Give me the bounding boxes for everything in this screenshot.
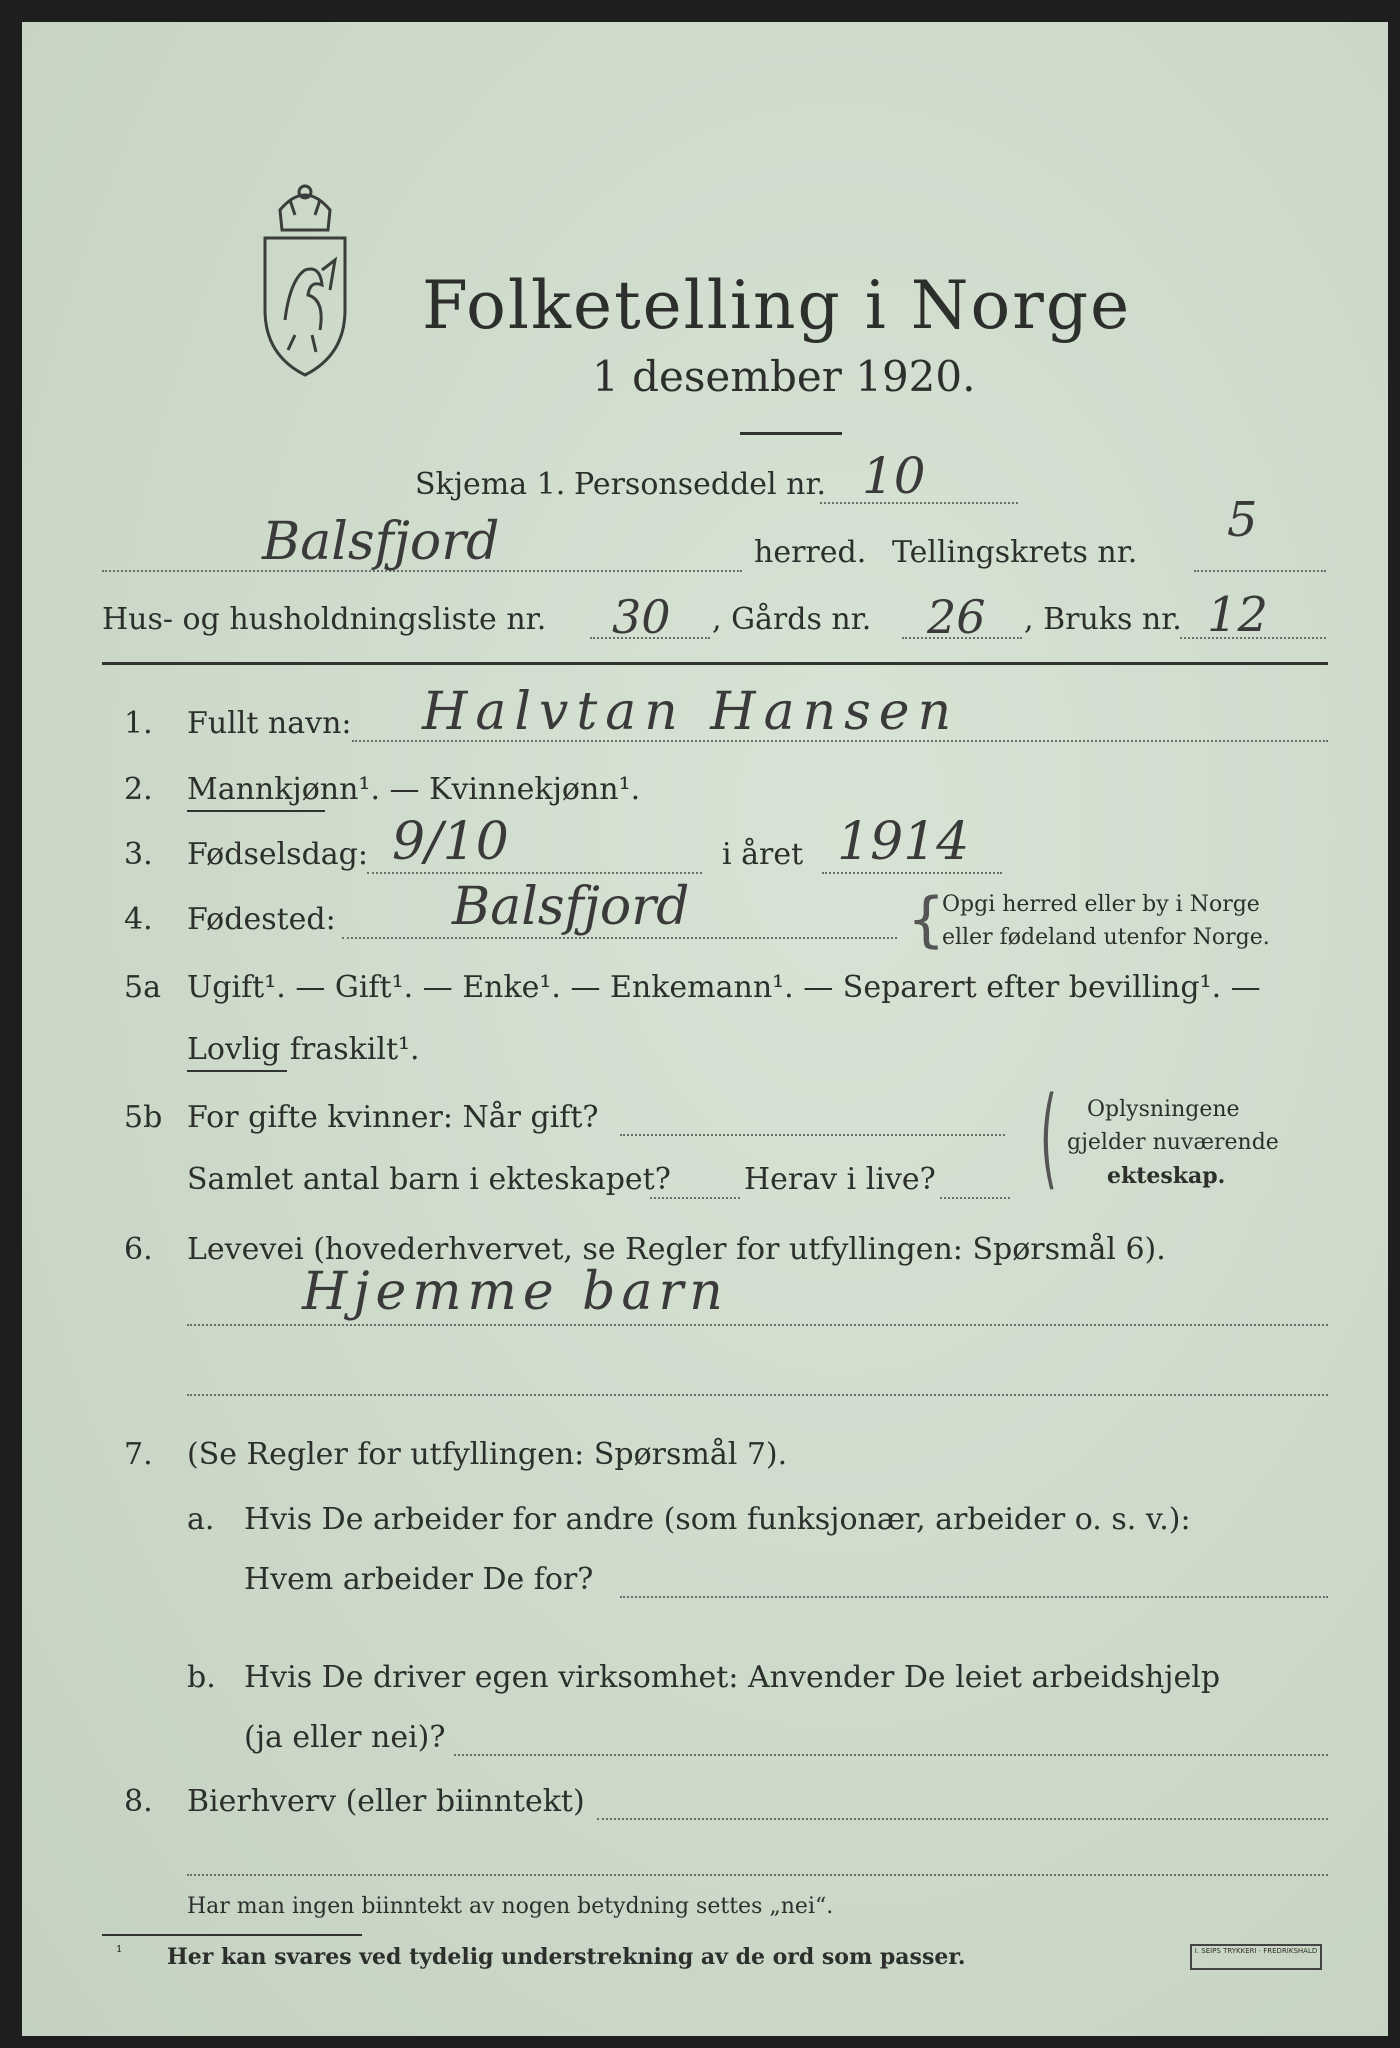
q3-label: Fødselsdag: [187, 837, 368, 872]
q1-full-name-value[interactable]: Halvtan Hansen [422, 682, 960, 742]
q7b-answer-line[interactable] [454, 1754, 1328, 1756]
bruks-value[interactable]: 12 [1207, 587, 1269, 643]
herred-value[interactable]: Balsfjord [262, 512, 500, 572]
q5b-children-label: Samlet antal barn i ekteskapet? [187, 1162, 671, 1197]
bruks-label: , Bruks nr. [1024, 602, 1182, 637]
q5b-alive-label: Herav i live? [744, 1162, 936, 1197]
header-rule [102, 662, 1328, 665]
q8-answer-line[interactable] [597, 1818, 1328, 1820]
husliste-label: Hus- og husholdningsliste nr. [102, 602, 547, 637]
q6-label: Levevei (hovederhvervet, se Regler for utfyllingen: Spørsmål 6). [187, 1232, 1166, 1267]
footnote: Her kan svares ved tydelig understrekning av de ord som passer. [167, 1944, 966, 1970]
q7a-answer-line[interactable] [620, 1596, 1328, 1598]
schema-label: Skjema 1. [415, 467, 566, 502]
title-divider [740, 432, 842, 435]
q6-occupation-value[interactable]: Hjemme barn [302, 1262, 729, 1322]
q7b-line-2: (ja eller nei)? [244, 1720, 446, 1755]
census-date: 1 desember 1920. [592, 352, 976, 401]
q7a-line-1: Hvis De arbeider for andre (som funksjonær, arbeider o. s. v.): [244, 1502, 1191, 1537]
gards-label: , Gårds nr. [712, 602, 872, 637]
q7b-line-1: Hvis De driver egen virksomhet: Anvender De leiet arbeidshjelp [244, 1660, 1221, 1695]
q4-note-1: Opgi herred eller by i Norge [942, 892, 1260, 917]
tellingskrets-value[interactable]: 5 [1227, 492, 1258, 548]
tellingskrets-label: Tellingskrets nr. [892, 535, 1138, 570]
footer-note: Har man ingen biinntekt av nogen betydning settes „nei“. [187, 1894, 834, 1919]
q7-label: (Se Regler for utfyllingen: Spørsmål 7). [187, 1437, 788, 1472]
q3-year-label: i året [722, 837, 804, 872]
q2-selected-underline [187, 810, 325, 812]
gards-value[interactable]: 26 [927, 590, 986, 644]
q5a-line-2[interactable]: Lovlig fraskilt¹. [187, 1032, 420, 1067]
q4-label: Fødested: [187, 902, 336, 937]
q2-gender-options[interactable]: Mannkjønn¹. — Kvinnekjønn¹. [187, 772, 641, 807]
q5a-selected-underline [187, 1070, 287, 1072]
census-form: Folketelling i Norge 1 desember 1920. Skjema 1. Personseddel nr. 10 Balsfjord herred. Tellingskrets nr. 5 Hus- og husholdningsliste nr. 30 , Gårds nr. 26 , Bruks nr. 12 1. Fullt navn: Halvtan Hansen 2. Mannkjønn¹. — Kvinnekjønn¹. 3. Fødselsdag: 9/10 i året 1914 4. Fødested: Balsfjord { Opgi herred eller by i Norge eller fødeland utenfor Norge. 5a Ugift¹. — Gift¹. — Enke¹. — Enkemann¹. — Separert efter bevilling¹. — Lovlig fraskilt¹. 5b For gifte kvinner: Når gift? Samlet antal barn i ekteskapet? Herav i live? ( Oplysningene gjelder nuværende ekteskap. 6. Levevei (hovederhvervet, se Regler for utfyllingen: Spørsmål 6). Hjemme barn 7. (Se Regler for utfyllingen: Spørsmål 7). a. Hvis De arbeider for andre (som funksjonær, arbeider o. s. v.): Hvem arbeider De for? b. Hvis De driver egen virksomhet: Anvender De leiet arbeidshjelp (ja eller nei)? 8. Bierhverv (eller biinntekt) Har man ingen biinntekt av nogen betydning settes „nei“. ¹ Her kan svares ved tydelig understrekning av de ord som passer. I. SEIPS TRYKKERI · FREDRIKSHALD [22, 22, 1388, 2036]
q5b-note-2: gjelder nuværende [1067, 1130, 1279, 1155]
husliste-value[interactable]: 30 [612, 590, 671, 644]
q5b-line-1: For gifte kvinner: Når gift? [187, 1100, 599, 1135]
q7a-line-2: Hvem arbeider De for? [244, 1562, 594, 1597]
q8-label: Bierhverv (eller biinntekt) [187, 1784, 585, 1819]
q5a-civil-status-options[interactable]: Ugift¹. — Gift¹. — Enke¹. — Enkemann¹. — Separert efter bevilling¹. — [187, 970, 1261, 1005]
personseddel-value[interactable]: 10 [862, 447, 926, 505]
footnote-rule [102, 1934, 362, 1936]
q1-label: Fullt navn: [187, 706, 352, 741]
q5b-note-1: Oplysningene [1087, 1097, 1240, 1122]
personseddel-label: Personseddel nr. [574, 467, 827, 502]
q4-note-2: eller fødeland utenfor Norge. [942, 925, 1270, 950]
coat-of-arms-icon [250, 170, 360, 380]
printer-stamp: I. SEIPS TRYKKERI · FREDRIKSHALD [1190, 1944, 1322, 1970]
q3-birthday-value[interactable]: 9/10 [392, 812, 509, 872]
herred-label: herred. [754, 535, 867, 570]
q3-year-value[interactable]: 1914 [837, 812, 970, 872]
form-title: Folketelling i Norge [422, 267, 1132, 344]
q4-birthplace-value[interactable]: Balsfjord [452, 877, 690, 937]
q5b-note-3: ekteskap. [1107, 1163, 1226, 1189]
